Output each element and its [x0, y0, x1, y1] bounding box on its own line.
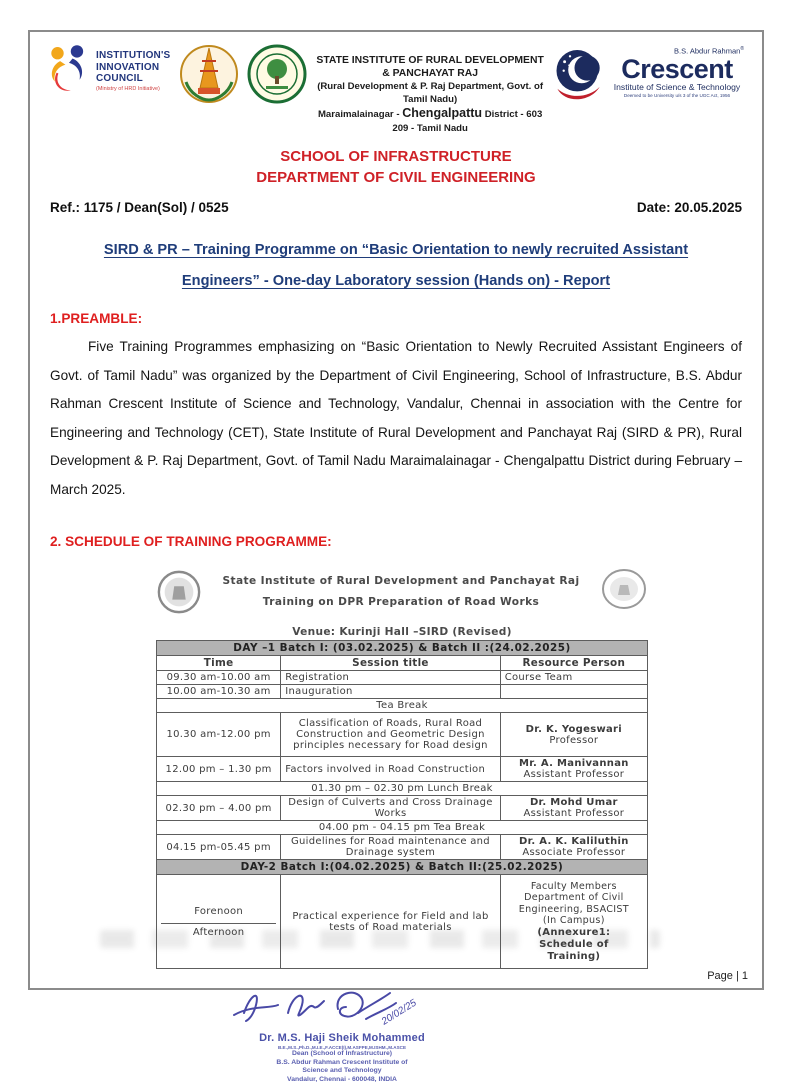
institute-dept: (Rural Development & P. Raj Department, Govt. of Tamil Nadu) [317, 81, 544, 105]
iic-logo-text [96, 42, 170, 103]
col-time: Time [157, 656, 281, 671]
signature-block [202, 979, 482, 1084]
report-title [30, 235, 762, 297]
signature-ink-icon [216, 979, 482, 1036]
preamble-paragraph: Five Training Programmes emphasizing on “Basic Orientation to Newly Recruited Assistant Engineers of Govt. of Tamil Nadu” was organized by the Department of Civil Engineering, School of Infrastructure, B.S. Abdur Rahman Crescent Institute of Science and Technology, Vandalur, Chennai in association with the Centre for Engineering and Technology (CET), State Institute of Rural Development and Panchayat Raj (SIRD & PR), Rural Development & P. Raj Department, Govt. of Tamil Nadu Maraimalainagar - Chengalpattu District during February – March 2025. [50, 339, 742, 497]
tamilnadu-emblem-icon [178, 42, 240, 111]
institute-address-block [314, 42, 546, 136]
venue-line: Venue: Kurinji Hall –SIRD (Revised) [292, 626, 512, 638]
day1-header: DAY –1 Batch I: (03.02.2025) & Batch II :(24.02.2025) [157, 641, 648, 656]
signature-date: 20/02/25 [379, 997, 419, 1028]
page-number: Page | 1 [707, 970, 748, 982]
crescent-logo-block [552, 42, 748, 113]
letter-date: Date: 20.05.2025 [636, 200, 742, 215]
signatory-name: Dr. M.S. Haji Sheik Mohammed [259, 1032, 425, 1044]
crescent-brand-top: B.S. Abdur Rahman® [674, 46, 744, 56]
signatory-institute-line2: Science and Technology [302, 1067, 382, 1075]
school-name: SCHOOL OF INFRASTRUCTURE [280, 148, 512, 165]
ref-date-row [50, 200, 742, 215]
table-row: 02.30 pm – 4.00 pm Design of Culverts and Cross Drainage Works Dr. Mohd Umar Assistant Professor [157, 796, 648, 821]
institute-location: Maraimalainagar - Chengalpattu District - 603 209 - Tamil Nadu [317, 106, 543, 134]
schedule-heading: 2. SCHEDULE OF TRAINING PROGRAMME: [50, 534, 332, 549]
table-row: 12.00 pm – 1.30 pm Factors involved in Road Construction Mr. A. Manivannan Assistant Professor [157, 757, 648, 782]
department-name: DEPARTMENT OF CIVIL ENGINEERING [256, 169, 536, 186]
institute-name: STATE INSTITUTE OF RURAL DEVELOPMENT & PANCHAYAT RAJ [316, 55, 544, 79]
crescent-moon-icon [552, 46, 606, 113]
col-resource: Resource Person [500, 656, 647, 671]
day2-header-row [157, 860, 648, 875]
column-header-row [157, 656, 648, 671]
report-title-line2: Engineers” - One-day Laboratory session (Hands on) - Report [181, 273, 611, 289]
iic-line1: INSTITUTION'S [96, 50, 171, 61]
table-row: 10.30 am-12.00 pm Classification of Roads, Rural Road Construction and Geometric Design principles necessary for Road design Dr. K. Yogeswari Professor [157, 713, 648, 757]
signatory-designation: Dean (School of Infrastructure) [291, 1050, 393, 1057]
ref-number: Ref.: 1175 / Dean(Sol) / 0525 [50, 200, 229, 215]
crescent-tagline: Institute of Science & Technology [613, 81, 741, 92]
letterhead [46, 42, 748, 136]
iic-line3: COUNCIL [96, 73, 143, 84]
scan-title-line2: Training on DPR Preparation of Road Works [262, 596, 540, 608]
signatory-qualifications: B.E.,M.S.,Ph.D.,M.I.E.,F.ACCE(I),M.ASFPE,M.ISHM.,M.ASCE [277, 1045, 407, 1050]
schedule-table [156, 640, 648, 969]
iic-line2: INNOVATION [96, 61, 160, 73]
crescent-logo-text [606, 46, 748, 113]
sird-seal-left-icon [156, 567, 202, 621]
iic-logo-block [46, 42, 172, 103]
signatory-details [202, 1032, 482, 1084]
report-title-line1: SIRD & PR – Training Programme on “Basic Orientation to newly recruited Assistant [103, 242, 689, 258]
scan-header [156, 567, 648, 621]
break-row: 01.30 pm – 02.30 pm Lunch Break [157, 782, 648, 796]
table-row: 04.15 pm-05.45 pm Guidelines for Road maintenance and Drainage system Dr. A. K. Kaliluthin Associate Professor [157, 835, 648, 860]
day2-resource: Faculty Members Department of Civil Engineering, BSACIST (In Campus) (Annexure1: Schedule of Training) [500, 875, 647, 969]
table-row: 09.30 am-10.00 am Registration Course Team [157, 671, 648, 685]
schedule-scan [156, 567, 648, 969]
break-row: Tea Break [157, 699, 648, 713]
signatory-address: Vandalur, Chennai - 600048, INDIA [287, 1075, 397, 1083]
school-heading-block [30, 146, 762, 188]
page-frame [28, 30, 764, 1083]
day2-row [157, 875, 648, 969]
day1-header-row [157, 641, 648, 656]
iic-subtitle: (Ministry of HRD Initiative) [96, 85, 160, 92]
day2-header: DAY-2 Batch I:(04.02.2025) & Batch II:(25.02.2025) [157, 860, 648, 875]
day2-forenoon: Forenoon [161, 903, 276, 924]
day2-afternoon: Afternoon [192, 926, 245, 938]
day2-session: Practical experience for Field and lab tests of Road materials [281, 875, 500, 969]
preamble-heading: 1.PREAMBLE: [50, 311, 143, 326]
iic-logo-icon [46, 42, 92, 103]
col-session: Session title [281, 656, 500, 671]
scan-title-line1: State Institute of Rural Development and Panchayat Raj [222, 575, 580, 587]
scan-titles [202, 567, 600, 608]
crescent-deemed-line: Deemed to be University u/s 3 of the UGC Act, 1956 [623, 92, 731, 98]
crescent-brand-name: Crescent [621, 53, 733, 84]
green-society-emblem-icon [246, 42, 308, 111]
signatory-institute-line1: B.S. Abdur Rahman Crescent Institute of [276, 1058, 408, 1066]
sird-seal-right-icon [600, 567, 648, 615]
break-row: 04.00 pm - 04.15 pm Tea Break [157, 821, 648, 835]
table-row: 10.00 am-10.30 am Inauguration [157, 685, 648, 699]
